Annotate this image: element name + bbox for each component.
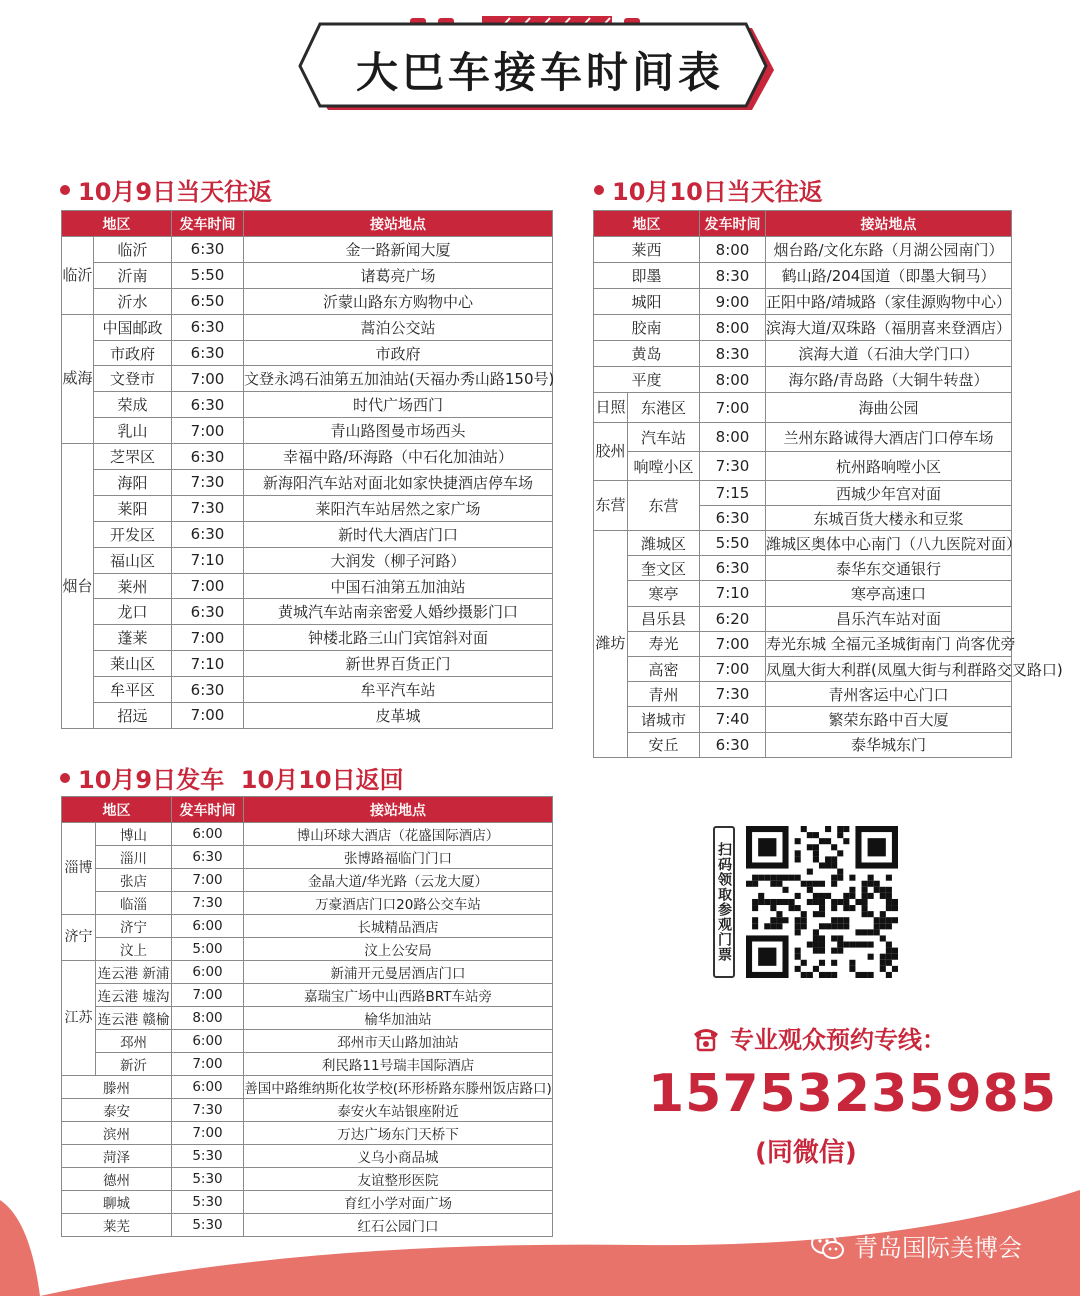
city-cell: 滕州 bbox=[62, 1076, 172, 1099]
city-cell: 海阳 bbox=[94, 470, 172, 496]
table-row bbox=[62, 984, 553, 1007]
table-row bbox=[594, 423, 1012, 452]
location-cell: 东城百货大楼永和豆浆 bbox=[766, 506, 1012, 531]
header-location: 接站地点 bbox=[766, 211, 1012, 237]
location-cell: 榆华加油站 bbox=[244, 1007, 553, 1030]
city-cell: 泰安 bbox=[62, 1099, 172, 1122]
region-cell: 东营 bbox=[594, 481, 628, 531]
table-row bbox=[594, 732, 1012, 757]
city-cell: 临沂 bbox=[94, 237, 172, 263]
city-cell: 即墨 bbox=[594, 263, 700, 289]
city-cell: 平度 bbox=[594, 367, 700, 393]
table-row bbox=[594, 707, 1012, 732]
time-cell: 7:00 bbox=[700, 393, 766, 423]
table-row bbox=[62, 1099, 553, 1122]
location-cell: 义乌小商品城 bbox=[244, 1145, 553, 1168]
table-row bbox=[594, 315, 1012, 341]
time-cell: 8:00 bbox=[700, 315, 766, 341]
location-cell: 文登永鸿石油第五加油站(天福办秀山路150号) bbox=[244, 366, 553, 392]
city-cell: 牟平区 bbox=[94, 677, 172, 703]
table-row bbox=[62, 961, 553, 984]
city-cell: 菏泽 bbox=[62, 1145, 172, 1168]
time-cell: 8:00 bbox=[700, 237, 766, 263]
time-cell: 6:30 bbox=[700, 506, 766, 531]
time-cell: 8:30 bbox=[700, 263, 766, 289]
time-cell: 5:30 bbox=[172, 1168, 244, 1191]
city-cell: 沂水 bbox=[94, 288, 172, 314]
bullet-dot-icon bbox=[60, 185, 70, 195]
qr-code-icon[interactable] bbox=[745, 826, 899, 978]
time-cell: 6:30 bbox=[172, 677, 244, 703]
location-cell: 汶上公安局 bbox=[244, 938, 553, 961]
table-row bbox=[594, 581, 1012, 606]
location-cell: 正阳中路/靖城路（家佳源购物中心） bbox=[766, 289, 1012, 315]
table-row bbox=[594, 606, 1012, 631]
city-cell: 寒亭 bbox=[628, 581, 700, 606]
city-cell: 奎文区 bbox=[628, 556, 700, 581]
phone-note: (同微信) bbox=[755, 1138, 857, 1168]
city-cell: 龙口 bbox=[94, 599, 172, 625]
brand-name: 青岛国际美博会 bbox=[854, 1234, 1022, 1262]
location-cell: 长城精品酒店 bbox=[244, 915, 553, 938]
time-cell: 6:50 bbox=[172, 288, 244, 314]
location-cell: 青州客运中心门口 bbox=[766, 682, 1012, 707]
table-row bbox=[594, 656, 1012, 681]
table-row bbox=[62, 392, 553, 418]
time-cell: 6:30 bbox=[172, 444, 244, 470]
location-cell: 泰华城东门 bbox=[766, 732, 1012, 757]
section2-heading-text: 10月10日当天往返 bbox=[612, 178, 823, 206]
table-row bbox=[62, 1053, 553, 1076]
location-cell: 莱阳汽车站居然之家广场 bbox=[244, 495, 553, 521]
table-row bbox=[62, 938, 553, 961]
location-cell: 昌乐汽车站对面 bbox=[766, 606, 1012, 631]
location-cell: 邳州市天山路加油站 bbox=[244, 1030, 553, 1053]
table-row bbox=[62, 703, 553, 729]
city-cell: 汶上 bbox=[96, 938, 172, 961]
city-cell: 安丘 bbox=[628, 732, 700, 757]
page-title: 大巴车接车时间表 bbox=[355, 48, 724, 97]
time-cell: 5:30 bbox=[172, 1145, 244, 1168]
header-region: 地区 bbox=[62, 211, 172, 237]
time-cell: 7:00 bbox=[172, 573, 244, 599]
schedule-table-oct10 bbox=[593, 210, 1063, 758]
city-cell: 昌乐县 bbox=[628, 606, 700, 631]
city-cell: 聊城 bbox=[62, 1191, 172, 1214]
bullet-dot-icon bbox=[60, 773, 70, 783]
section2-heading bbox=[594, 172, 823, 207]
time-cell: 7:15 bbox=[700, 481, 766, 506]
table-row bbox=[62, 599, 553, 625]
footer-wave-shape bbox=[0, 1150, 1080, 1296]
city-cell: 莱西 bbox=[594, 237, 700, 263]
location-cell: 利民路11号瑞丰国际酒店 bbox=[244, 1053, 553, 1076]
table-row bbox=[594, 393, 1012, 423]
time-cell: 6:30 bbox=[172, 237, 244, 263]
city-cell: 福山区 bbox=[94, 547, 172, 573]
location-cell: 市政府 bbox=[244, 340, 553, 366]
city-cell: 莱州 bbox=[94, 573, 172, 599]
time-cell: 7:30 bbox=[172, 470, 244, 496]
location-cell: 凤凰大街大利群(凤凰大街与利群路交叉路口) bbox=[766, 656, 1012, 681]
time-cell: 5:30 bbox=[172, 1191, 244, 1214]
region-cell: 胶州 bbox=[594, 423, 628, 481]
table-row bbox=[62, 1030, 553, 1053]
city-cell: 诸城市 bbox=[628, 707, 700, 732]
city-cell: 汽车站 bbox=[628, 423, 700, 452]
table-row bbox=[594, 682, 1012, 707]
city-cell: 响嘡小区 bbox=[628, 452, 700, 481]
location-cell: 杭州路响嘡小区 bbox=[766, 452, 1012, 481]
region-cell: 淄博 bbox=[62, 823, 96, 915]
location-cell: 新时代大酒店门口 bbox=[244, 521, 553, 547]
table-row bbox=[594, 556, 1012, 581]
table-row bbox=[62, 1007, 553, 1030]
city-cell: 连云港 赣榆 bbox=[96, 1007, 172, 1030]
time-cell: 8:30 bbox=[700, 341, 766, 367]
city-cell: 乳山 bbox=[94, 418, 172, 444]
time-cell: 6:30 bbox=[700, 732, 766, 757]
location-cell: 潍城区奥体中心南门（八九医院对面） bbox=[766, 531, 1012, 556]
time-cell: 6:30 bbox=[172, 599, 244, 625]
location-cell: 牟平汽车站 bbox=[244, 677, 553, 703]
location-cell: 红石公园门口 bbox=[244, 1214, 553, 1237]
time-cell: 7:40 bbox=[700, 707, 766, 732]
location-cell: 新浦开元曼居酒店门口 bbox=[244, 961, 553, 984]
city-cell: 高密 bbox=[628, 656, 700, 681]
table-row bbox=[62, 651, 553, 677]
location-cell: 滨海大道（石油大学门口） bbox=[766, 341, 1012, 367]
section1-heading bbox=[60, 172, 272, 207]
time-cell: 7:10 bbox=[172, 547, 244, 573]
time-cell: 7:30 bbox=[172, 892, 244, 915]
phone-icon bbox=[690, 1024, 722, 1052]
time-cell: 7:00 bbox=[700, 656, 766, 681]
table-row bbox=[62, 1076, 553, 1099]
table-row bbox=[594, 631, 1012, 656]
bullet-dot-icon bbox=[594, 185, 604, 195]
table-row bbox=[62, 573, 553, 599]
time-cell: 8:00 bbox=[700, 367, 766, 393]
time-cell: 8:00 bbox=[700, 423, 766, 452]
location-cell: 万达广场东门天桥下 bbox=[244, 1122, 553, 1145]
table-row bbox=[62, 677, 553, 703]
wechat-icon bbox=[810, 1231, 846, 1261]
location-cell: 新世界百货正门 bbox=[244, 651, 553, 677]
city-cell: 东港区 bbox=[628, 393, 700, 423]
location-cell: 张博路福临门门口 bbox=[244, 846, 553, 869]
location-cell: 寒亭高速口 bbox=[766, 581, 1012, 606]
location-cell: 金晶大道/华光路（云龙大厦） bbox=[244, 869, 553, 892]
table-row bbox=[62, 288, 553, 314]
table-row bbox=[594, 289, 1012, 315]
table-row bbox=[62, 444, 553, 470]
table-body bbox=[594, 237, 1063, 758]
time-cell: 7:00 bbox=[172, 366, 244, 392]
region-cell: 威海 bbox=[62, 314, 94, 443]
city-cell: 连云港 墟沟 bbox=[96, 984, 172, 1007]
location-cell: 中国石油第五加油站 bbox=[244, 573, 553, 599]
city-cell: 邳州 bbox=[96, 1030, 172, 1053]
time-cell: 5:00 bbox=[172, 938, 244, 961]
city-cell: 招远 bbox=[94, 703, 172, 729]
time-cell: 6:00 bbox=[172, 1076, 244, 1099]
location-cell: 烟台路/文化东路（月湖公园南门） bbox=[766, 237, 1012, 263]
table-row bbox=[594, 237, 1012, 263]
location-cell: 泰华东交通银行 bbox=[766, 556, 1012, 581]
location-cell: 金一路新闻大厦 bbox=[244, 237, 553, 263]
city-cell: 黄岛 bbox=[594, 341, 700, 367]
time-cell: 7:00 bbox=[172, 869, 244, 892]
time-cell: 5:50 bbox=[172, 262, 244, 288]
time-cell: 7:00 bbox=[172, 418, 244, 444]
time-cell: 5:30 bbox=[172, 1214, 244, 1237]
city-cell: 城阳 bbox=[594, 289, 700, 315]
location-cell: 沂蒙山路东方购物中心 bbox=[244, 288, 553, 314]
section3-heading bbox=[60, 760, 404, 795]
table-row bbox=[594, 481, 1012, 506]
time-cell: 8:00 bbox=[172, 1007, 244, 1030]
hotline bbox=[690, 1020, 946, 1055]
time-cell: 7:30 bbox=[172, 495, 244, 521]
location-cell: 时代广场西门 bbox=[244, 392, 553, 418]
qr-label: 扫码领取参观门票 bbox=[713, 826, 735, 978]
table-row bbox=[594, 531, 1012, 556]
time-cell: 6:30 bbox=[172, 521, 244, 547]
time-cell: 5:50 bbox=[700, 531, 766, 556]
location-cell: 诸葛亮广场 bbox=[244, 262, 553, 288]
time-cell: 7:00 bbox=[172, 984, 244, 1007]
region-cell: 江苏 bbox=[62, 961, 96, 1076]
time-cell: 7:30 bbox=[172, 1099, 244, 1122]
time-cell: 6:00 bbox=[172, 1030, 244, 1053]
hotline-label: 专业观众预约专线： bbox=[730, 1026, 946, 1054]
location-cell: 育红小学对面广场 bbox=[244, 1191, 553, 1214]
location-cell: 西城少年宫对面 bbox=[766, 481, 1012, 506]
time-cell: 6:30 bbox=[172, 314, 244, 340]
time-cell: 6:00 bbox=[172, 961, 244, 984]
time-cell: 7:10 bbox=[172, 651, 244, 677]
location-cell: 大润发（柳子河路） bbox=[244, 547, 553, 573]
city-cell: 德州 bbox=[62, 1168, 172, 1191]
time-cell: 7:30 bbox=[700, 682, 766, 707]
title-banner bbox=[290, 10, 790, 114]
city-cell: 蓬莱 bbox=[94, 625, 172, 651]
table-row bbox=[594, 263, 1012, 289]
time-cell: 7:00 bbox=[172, 1053, 244, 1076]
location-cell: 皮革城 bbox=[244, 703, 553, 729]
location-cell: 黄城汽车站南亲密爱人婚纱摄影门口 bbox=[244, 599, 553, 625]
location-cell: 善国中路维纳斯化妆学校(环形桥路东滕州饭店路口) bbox=[244, 1076, 553, 1099]
time-cell: 6:00 bbox=[172, 823, 244, 846]
header-time: 发车时间 bbox=[700, 211, 766, 237]
table-row bbox=[62, 470, 553, 496]
location-cell: 海尔路/青岛路（大铜牛转盘） bbox=[766, 367, 1012, 393]
city-cell: 淄川 bbox=[96, 846, 172, 869]
city-cell: 芝罘区 bbox=[94, 444, 172, 470]
header-time: 发车时间 bbox=[172, 797, 244, 823]
table-row bbox=[594, 341, 1012, 367]
time-cell: 6:30 bbox=[172, 846, 244, 869]
location-cell: 幸福中路/环海路（中石化加油站） bbox=[244, 444, 553, 470]
header-location: 接站地点 bbox=[244, 797, 553, 823]
header-time: 发车时间 bbox=[172, 211, 244, 237]
city-cell: 济宁 bbox=[96, 915, 172, 938]
location-cell: 兰州东路诚得大酒店门口停车场 bbox=[766, 423, 1012, 452]
location-cell: 万豪酒店门口20路公交车站 bbox=[244, 892, 553, 915]
table-row bbox=[62, 823, 553, 846]
region-cell: 潍坊 bbox=[594, 531, 628, 758]
location-cell: 蒿泊公交站 bbox=[244, 314, 553, 340]
section3-heading-text: 10月9日发车 10月10日返回 bbox=[78, 766, 404, 794]
location-cell: 钟楼北路三山门宾馆斜对面 bbox=[244, 625, 553, 651]
table-row bbox=[594, 367, 1012, 393]
location-cell: 博山环球大酒店（花盛国际酒店） bbox=[244, 823, 553, 846]
city-cell: 新沂 bbox=[96, 1053, 172, 1076]
time-cell: 7:00 bbox=[172, 625, 244, 651]
city-cell: 莱阳 bbox=[94, 495, 172, 521]
time-cell: 7:00 bbox=[172, 1122, 244, 1145]
city-cell: 滨州 bbox=[62, 1122, 172, 1145]
location-cell: 繁荣东路中百大厦 bbox=[766, 707, 1012, 732]
city-cell: 荣成 bbox=[94, 392, 172, 418]
region-cell: 临沂 bbox=[62, 237, 94, 315]
city-cell: 临淄 bbox=[96, 892, 172, 915]
phone-number[interactable]: 15753235985 bbox=[648, 1064, 1057, 1124]
location-cell: 泰安火车站银座附近 bbox=[244, 1099, 553, 1122]
table-row bbox=[62, 314, 553, 340]
time-cell: 7:30 bbox=[700, 452, 766, 481]
table-row bbox=[62, 625, 553, 651]
time-cell: 6:30 bbox=[172, 392, 244, 418]
brand bbox=[810, 1228, 1022, 1263]
region-cell: 烟台 bbox=[62, 444, 94, 729]
city-cell: 莱山区 bbox=[94, 651, 172, 677]
table-row bbox=[62, 237, 553, 263]
time-cell: 6:20 bbox=[700, 606, 766, 631]
table-row bbox=[62, 915, 553, 938]
city-cell: 市政府 bbox=[94, 340, 172, 366]
city-cell: 中国邮政 bbox=[94, 314, 172, 340]
time-cell: 6:30 bbox=[172, 340, 244, 366]
table-row bbox=[62, 846, 553, 869]
location-cell: 寿光东城 全福元圣城街南门 尚客优旁 bbox=[766, 631, 1012, 656]
location-cell: 新海阳汽车站对面北如家快捷酒店停车场 bbox=[244, 470, 553, 496]
city-cell: 胶南 bbox=[594, 315, 700, 341]
location-cell: 嘉瑞宝广场中山西路BRT车站旁 bbox=[244, 984, 553, 1007]
schedule-table-oct9 bbox=[61, 210, 553, 729]
table-row bbox=[594, 452, 1012, 481]
location-cell: 青山路图曼市场西头 bbox=[244, 418, 553, 444]
time-cell: 7:10 bbox=[700, 581, 766, 606]
header-location: 接站地点 bbox=[244, 211, 553, 237]
city-cell: 东营 bbox=[628, 481, 700, 531]
city-cell: 沂南 bbox=[94, 262, 172, 288]
location-cell: 滨海大道/双珠路（福朋喜来登酒店） bbox=[766, 315, 1012, 341]
table-row bbox=[62, 869, 553, 892]
table-row bbox=[62, 1122, 553, 1145]
header-region: 地区 bbox=[594, 211, 700, 237]
header-region: 地区 bbox=[62, 797, 172, 823]
table-row bbox=[62, 418, 553, 444]
section1-heading-text: 10月9日当天往返 bbox=[78, 178, 273, 206]
region-cell: 日照 bbox=[594, 393, 628, 423]
footer-wave bbox=[0, 1150, 1080, 1296]
table-body bbox=[62, 237, 553, 729]
time-cell: 9:00 bbox=[700, 289, 766, 315]
time-cell: 7:00 bbox=[700, 631, 766, 656]
city-cell: 潍城区 bbox=[628, 531, 700, 556]
table-row bbox=[62, 521, 553, 547]
table-row bbox=[62, 262, 553, 288]
city-cell: 博山 bbox=[96, 823, 172, 846]
table-row bbox=[62, 340, 553, 366]
city-cell: 文登市 bbox=[94, 366, 172, 392]
table-row bbox=[62, 892, 553, 915]
city-cell: 张店 bbox=[96, 869, 172, 892]
city-cell: 青州 bbox=[628, 682, 700, 707]
city-cell: 寿光 bbox=[628, 631, 700, 656]
time-cell: 7:00 bbox=[172, 703, 244, 729]
city-cell: 莱芜 bbox=[62, 1214, 172, 1237]
time-cell: 6:30 bbox=[700, 556, 766, 581]
city-cell: 连云港 新浦 bbox=[96, 961, 172, 984]
table-row bbox=[62, 495, 553, 521]
table-row bbox=[62, 547, 553, 573]
table-row bbox=[62, 366, 553, 392]
location-cell: 友谊整形医院 bbox=[244, 1168, 553, 1191]
location-cell: 海曲公园 bbox=[766, 393, 1012, 423]
location-cell: 鹤山路/204国道（即墨大铜马） bbox=[766, 263, 1012, 289]
region-cell: 济宁 bbox=[62, 915, 96, 961]
time-cell: 6:00 bbox=[172, 915, 244, 938]
city-cell: 开发区 bbox=[94, 521, 172, 547]
